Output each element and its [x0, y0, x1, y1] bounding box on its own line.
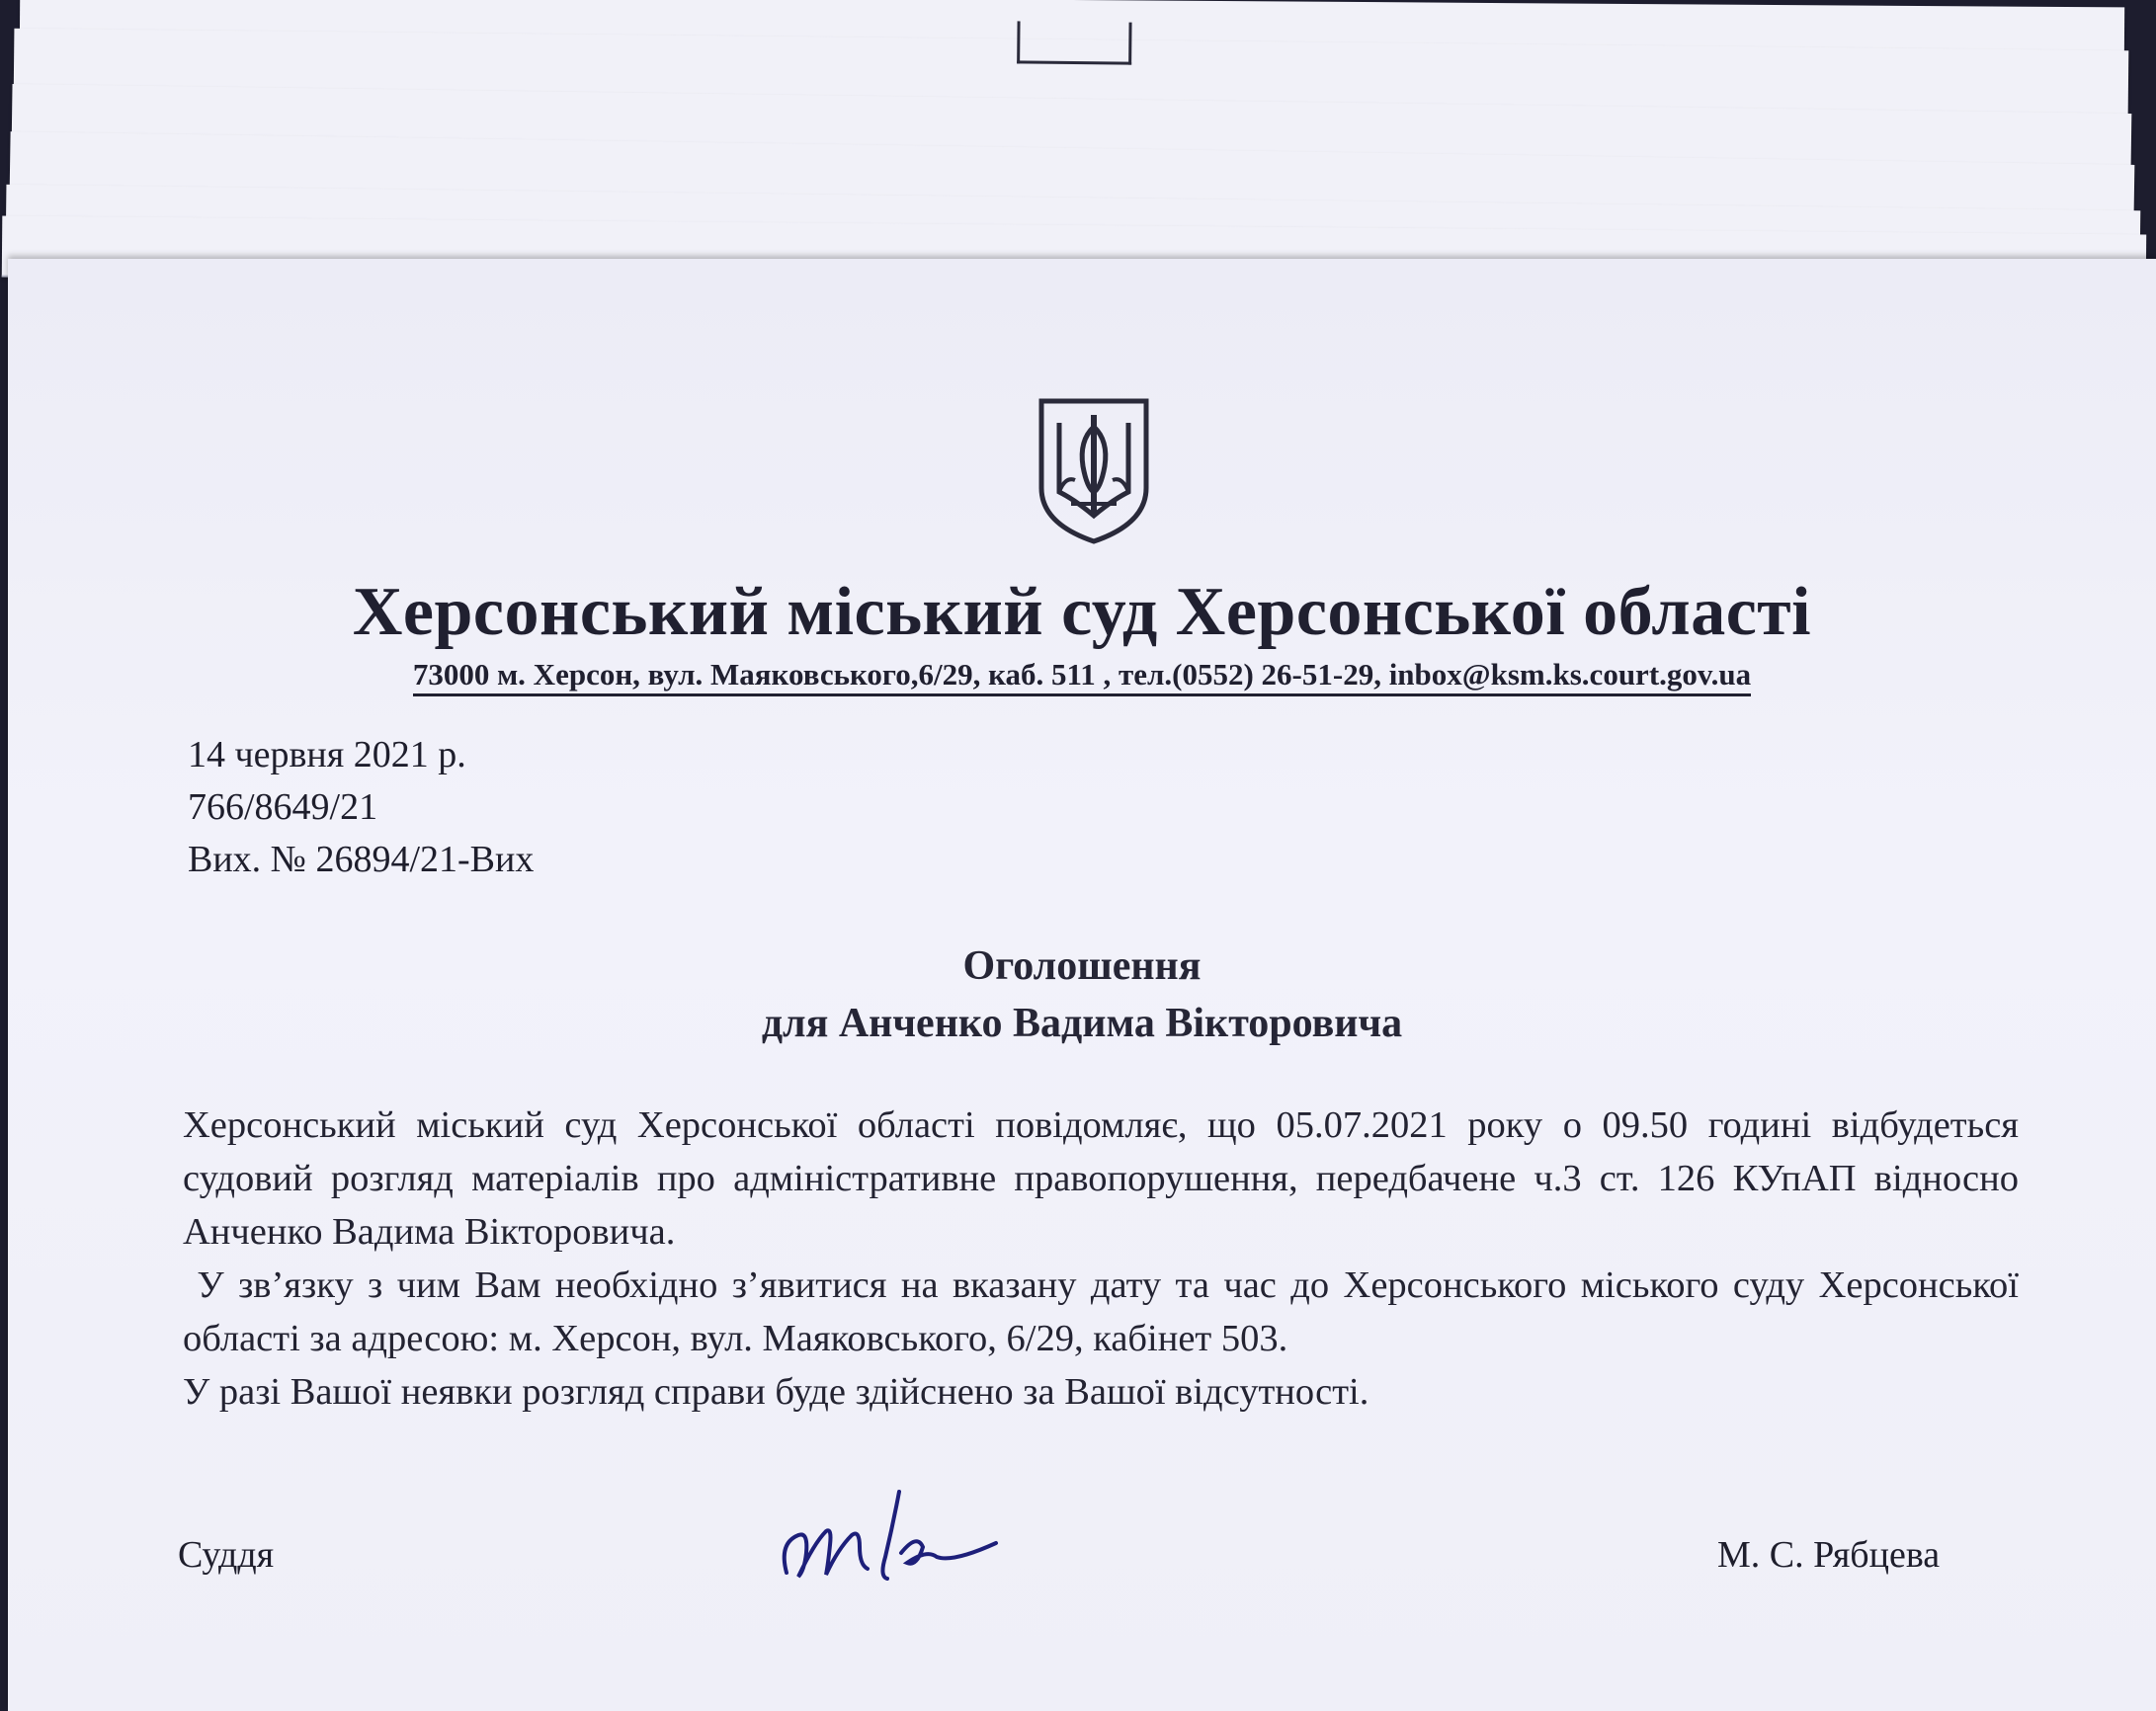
stack-emblem-fragment — [1017, 21, 1131, 64]
notice-paragraph: У разі Вашої неявки розгляд справи буде здійснено за Вашої відсутності. — [183, 1371, 1369, 1413]
signer-role: Суддя — [178, 1534, 275, 1576]
notice-paragraph: У зв’язку з чим Вам необхідно з’явитися на вказану дату та час до Херсонського міського суду Херсонської області за адресою: м. Херсон, вул. Маяковського, 6/29, кабінет 503. — [183, 1264, 2029, 1359]
notice-recipient: для Анченко Вадима Вікторовича — [761, 1001, 1403, 1046]
court-address-text: 73000 м. Херсон, вул. Маяковського,6/29, каб. 511 , тел.(0552) 26-51-29, inbox@ksm.ks.court.gov.ua — [413, 657, 1751, 696]
notice-title: Оголошення — [962, 943, 1202, 989]
outgoing-number: Вих. № 26894/21-Вих — [188, 839, 535, 880]
court-name-heading: Херсонський міський суд Херсонської області — [352, 574, 1812, 650]
case-number: 766/8649/21 — [188, 786, 378, 828]
court-notice-document — [8, 259, 2156, 1711]
notice-body — [183, 1099, 2029, 1419]
court-address-line — [8, 657, 2156, 693]
notice-paragraph: Херсонський міський суд Херсонської області повідомляє, що 05.07.2021 року о 09.50 годині відбудеться судовий розгляд матеріалів про адміністративне правопорушення, передбачене ч.3 ст. 126 КУпАП відносно Анченко Вадима Вікторовича. — [183, 1104, 2019, 1253]
signer-name: М. С. Рябцева — [1717, 1534, 1941, 1576]
ukraine-trident-emblem-icon — [1036, 397, 1152, 545]
handwritten-signature — [769, 1474, 1016, 1602]
document-date: 14 червня 2021 р. — [188, 734, 466, 775]
